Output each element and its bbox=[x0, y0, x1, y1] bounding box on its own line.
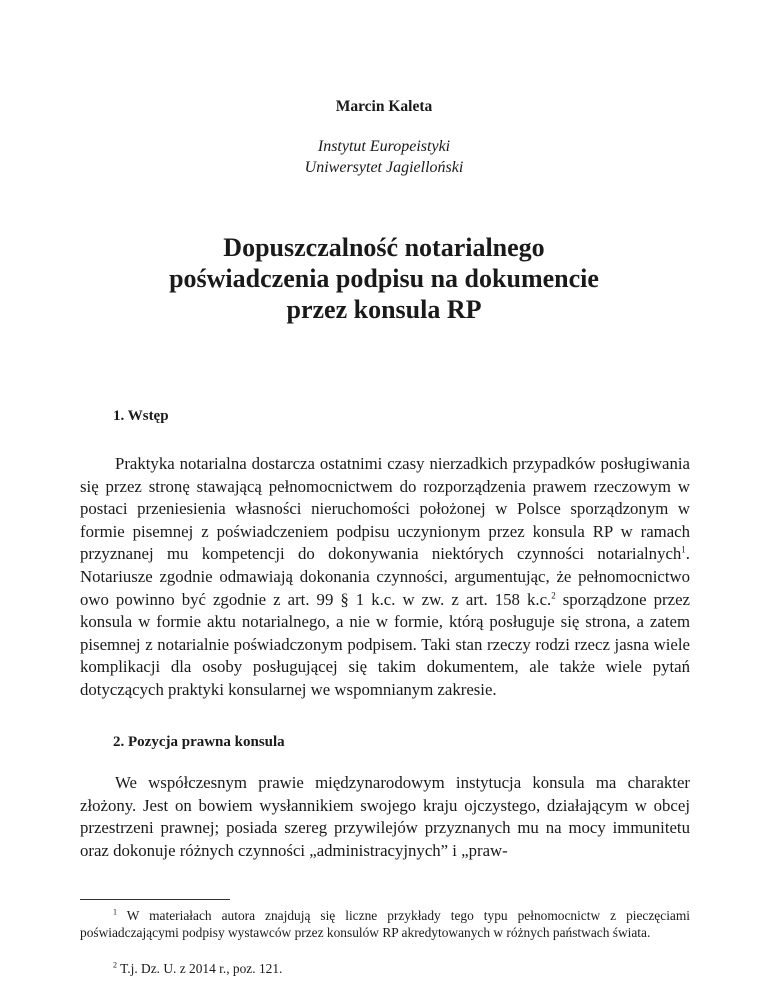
paragraph-text-part: . Notariusze zgodnie odmawiają dokonania czynności, argumentując, że pełnomocnictwo owo powinno być zgodnie z art. 99 § 1 k.c. w zw. z art. 158 k.c. bbox=[80, 544, 690, 609]
paper-title bbox=[60, 232, 708, 325]
footnote-2 bbox=[80, 960, 690, 977]
footnote-separator bbox=[80, 899, 230, 900]
title-line-3: przez konsula RP bbox=[286, 295, 482, 324]
footnote-ref-2[interactable]: 2 bbox=[551, 589, 556, 600]
paragraph-text-part: sporządzone przez konsula w formie aktu notarialnego, a nie w formie, którą posługuje się strona, a zatem pisemnej z notarialnie poświadczonym podpisem. Taki stan rzeczy rodzi rzecz jasna wiele komplikacji dla osoby posługującej się takim dokumentem, ale także wiele pytań dotyczących praktyki konsularnej we wspomnianym zakresie. bbox=[80, 589, 690, 699]
footnote-1 bbox=[80, 907, 690, 941]
footnote-text: W materiałach autora znajdują się liczne przykłady tego typu pełnomocnictw z pieczęciami poświadczającymi podpisy wystawców przez konsulów RP akredytowanych w różnych państwach świata. bbox=[80, 908, 690, 940]
affiliation bbox=[0, 136, 768, 178]
affiliation-institute: Instytut Europeistyki bbox=[317, 138, 451, 155]
author-name: Marcin Kaleta bbox=[335, 98, 433, 115]
title-line-1: Dopuszczalność notarialnego bbox=[223, 233, 545, 262]
title-line-2: poświadczenia podpisu na dokumencie bbox=[169, 264, 599, 293]
paragraph-text-part: Praktyka notarialna dostarcza ostatnimi czasy nierzadkich przypadków posługiwania się przez stronę stawającą pełnomocnictwem do rozporządzenia prawem rzeczowym w postaci przeniesienia własności nieruchomości położonej w Polsce sporządzonym w formie pisemnej z poświadczeniem podpisu uczynionym przez konsula RP w ramach przyznanej mu kompetencji do dokonywania niektórych czynności notarialnych bbox=[80, 454, 690, 564]
footnote-text: T.j. Dz. U. z 2014 r., poz. 121. bbox=[117, 961, 283, 976]
footnote-mark-1: 1 bbox=[113, 907, 117, 917]
section-heading-introduction: 1. Wstęp bbox=[113, 408, 169, 424]
affiliation-university: Uniwersytet Jagielloński bbox=[304, 159, 464, 176]
footnote-ref-1[interactable]: 1 bbox=[681, 544, 686, 555]
paragraph-introduction bbox=[80, 453, 690, 702]
footnote-mark-2: 2 bbox=[113, 960, 117, 970]
paragraph-consul-position: We współczesnym prawie międzynarodowym instytucja konsula ma charakter złożony. Jest on bowiem wysłannikiem swojego kraju ojczystego, działającym w obcej przestrzeni prawnej; posiada szereg przywilejów przyznanych mu na mocy immunitetu oraz dokonuje różnych czynności „administracyjnych” i „praw- bbox=[80, 773, 690, 860]
section-heading-consul-position: 2. Pozycja prawna konsula bbox=[113, 734, 285, 750]
